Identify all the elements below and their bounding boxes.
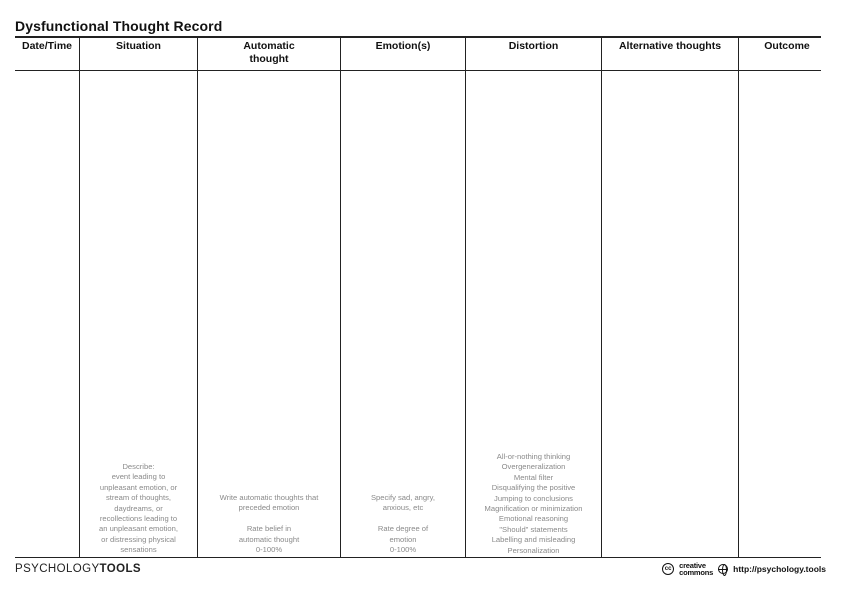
brand-prefix: PSYCHOLOGY (15, 563, 100, 575)
column-header-distortion: Distortion (508, 40, 559, 52)
table-top-rule (15, 36, 821, 38)
column-divider (340, 37, 341, 558)
column-header-alternative-thoughts: Alternative thoughts (618, 40, 722, 52)
column-header-date-time: Date/Time (22, 40, 72, 52)
footer-credits (662, 562, 826, 576)
emotion-hint: Specify sad, angry, anxious, etc Rate degree of emotion 0-100% (370, 493, 436, 555)
header-bottom-rule (15, 70, 821, 71)
website-url: http://psychology.tools (733, 564, 826, 574)
column-header-automatic-thought: Automatic thought (243, 40, 295, 65)
page-title: Dysfunctional Thought Record (15, 18, 223, 34)
distortion-hint: All-or-nothing thinking Overgeneralization Mental filter Disqualifying the positive Jumping to conclusions Magnification or minimization Emotional reasoning "Should" statements Labelling and misleading Personalization (484, 452, 583, 555)
automatic-thought-hint: Write automatic thoughts that preceded emotion Rate belief in automatic thought 0-100% (219, 493, 319, 555)
column-header-emotions: Emotion(s) (375, 40, 431, 52)
table-bottom-rule (15, 557, 821, 558)
column-header-outcome: Outcome (764, 40, 810, 52)
situation-hint: Describe: event leading to unpleasant emotion, or stream of thoughts, daydreams, or recollections leading to an unpleasant emotion, or distressing physical sensations (99, 462, 178, 555)
column-header-situation: Situation (116, 40, 161, 52)
column-divider (601, 37, 602, 558)
creative-commons-icon: cc (662, 563, 674, 575)
brand-suffix: TOOLS (99, 563, 141, 575)
column-divider (197, 37, 198, 558)
column-divider (738, 37, 739, 558)
psychology-tools-logo (15, 563, 141, 575)
globe-icon (718, 564, 728, 574)
creative-commons-label: creative commons (679, 561, 714, 577)
